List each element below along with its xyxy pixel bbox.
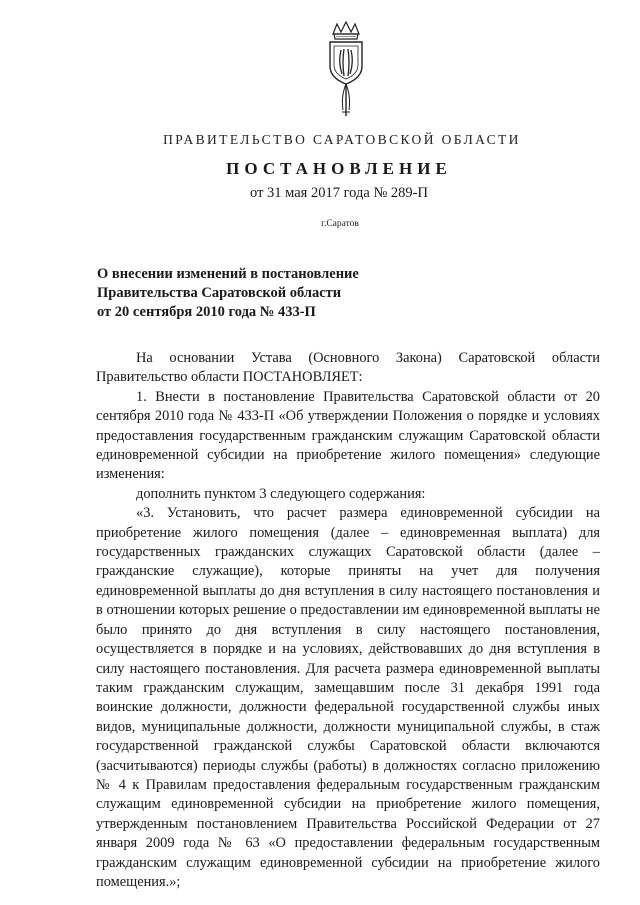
document-subject (97, 265, 437, 322)
document-body (96, 349, 600, 892)
subject-line: О внесении изменений в постановление (97, 266, 359, 282)
body-paragraph: дополнить пунктом 3 следующего содержания: (136, 485, 426, 502)
body-paragraph: «3. Установить, что расчет размера единовременной субсидии на приобретение жилого помещения (далее – единовременная выплата) для государственных гражданских служащих Саратовской области (далее – гражданские служащие), которые приняты на учет для получения единовременной выплаты до дня вступления в силу настоящего постановления и в отношении которых решение о предоставлении им единовременной выплаты не было принято до дня вступления в силу настоящего постановления, осуществляется в порядке и на условиях, действовавших до дня вступления в силу настоящего постановления. Для расчета размера единовременной выплаты таким гражданским служащим, замещавшим после 31 декабря 1991 года воинские должности, должности федеральной государственной службы иных видов, муниципальные должности, должности муниципальной службы, в стаж государственной гражданской службы Саратовской области включаются (засчитываются) периоды службы (работы) в должностях согласно приложению № 4 к Правилам предоставления федеральным государственным гражданским служащим единовременной субсидии на приобретение жилого помещения, утвержденным постановлением Правительства Российской Федерации от 27 января 2009 года № 63 «О предоставлении федеральным государственным гражданским служащим единовременной субсидии на приобретение жилого помещения.»; (96, 505, 600, 890)
document-date-number: от 31 мая 2017 года № 289-П (250, 185, 428, 201)
document-city: г.Саратов (321, 219, 359, 229)
subject-line: Правительства Саратовской области (97, 285, 342, 301)
body-paragraph: На основании Устава (Основного Закона) Саратовской области Правительство области ПОСТАНОВЛЯЕТ: (96, 350, 600, 386)
government-name: ПРАВИТЕЛЬСТВО САРАТОВСКОЙ ОБЛАСТИ (163, 132, 521, 147)
document-type-title: ПОСТАНОВЛЕНИЕ (226, 159, 452, 178)
body-paragraph: 1. Внести в постановление Правительства Саратовской области от 20 сентября 2010 года № 433-П «Об утверждении Положения о порядке и условиях предоставления государственным гражданским служащим Саратовской области единовременной субсидии на приобретение жилого помещения» следующие изменения: (96, 388, 600, 483)
saratov-coat-of-arms-icon (321, 20, 371, 120)
subject-line: от 20 сентября 2010 года № 433-П (97, 304, 316, 320)
